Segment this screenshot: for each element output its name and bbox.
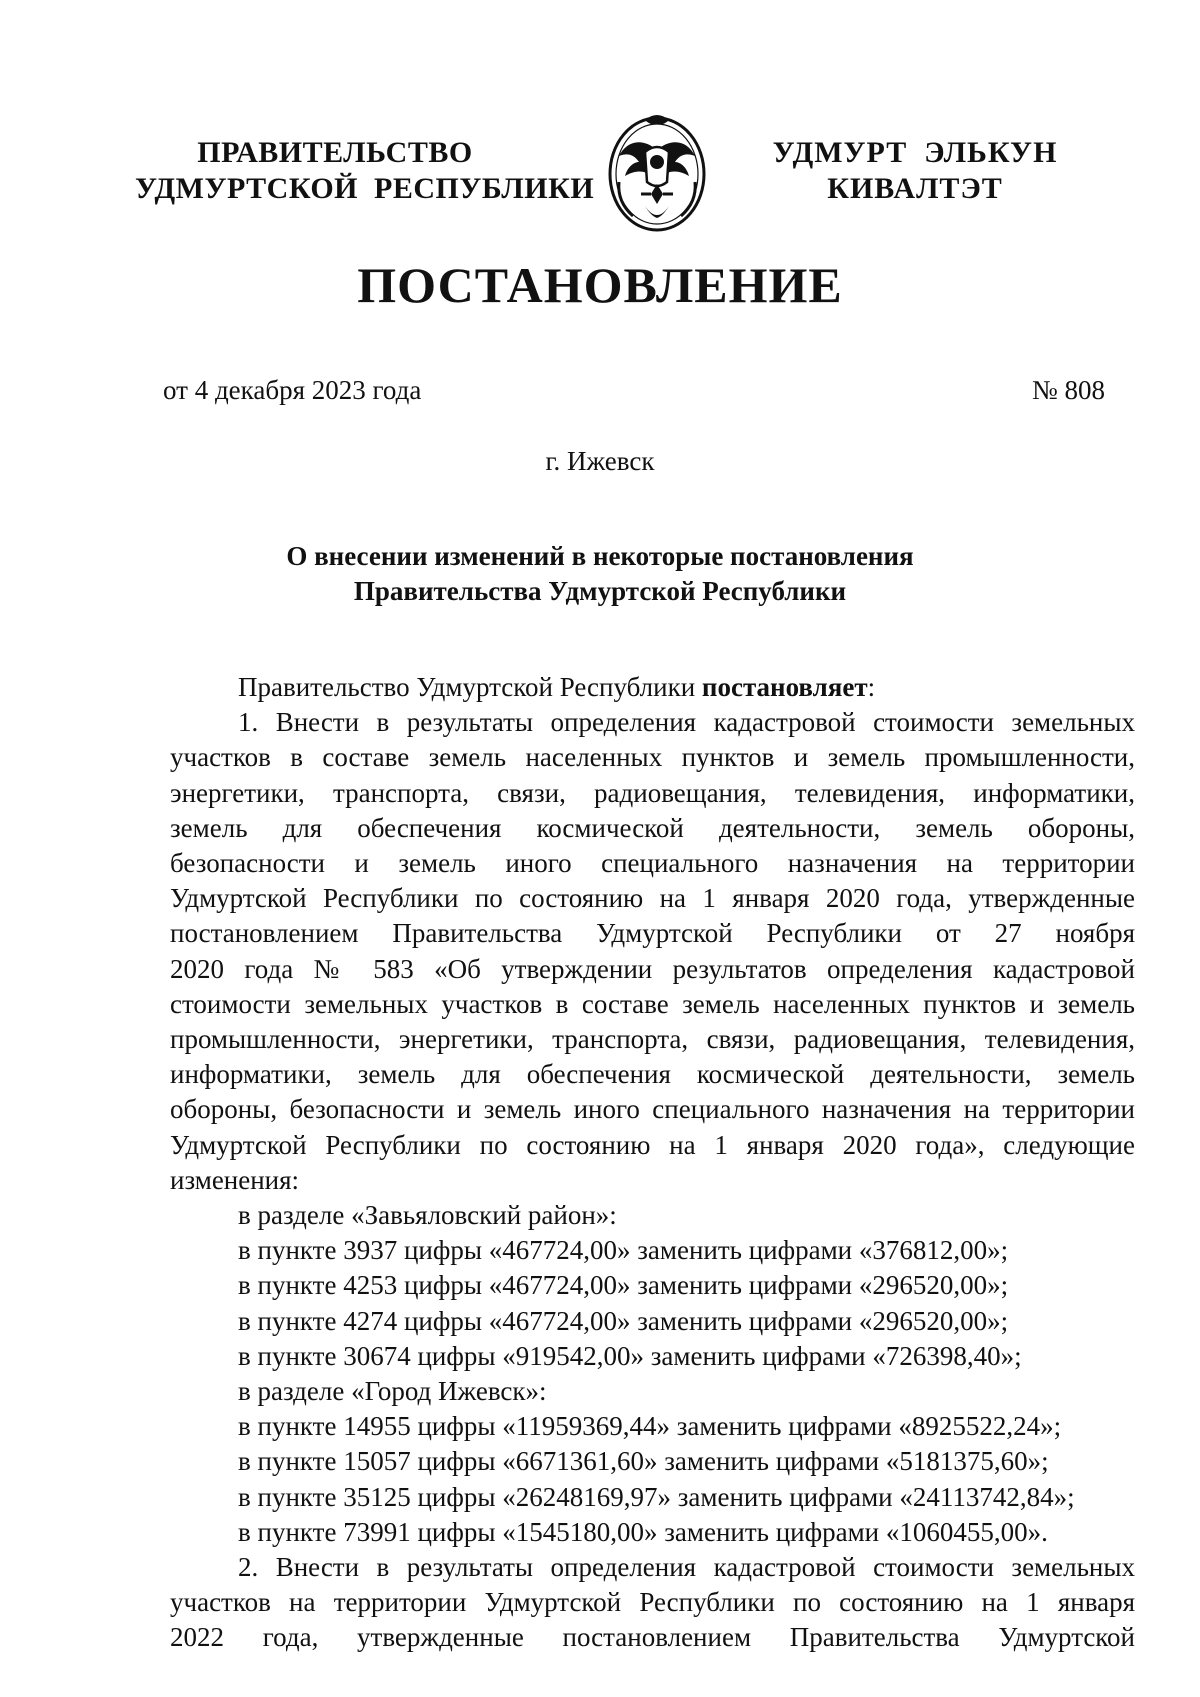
document-number: № 808: [1031, 375, 1105, 405]
item2-line: 2022 года, утвержденные постановлением Правительства Удмуртской: [170, 1622, 1135, 1653]
preamble: [170, 670, 1135, 705]
item2-line: 2. Внести в результаты определения кадастровой стоимости земельных: [238, 1552, 1135, 1583]
amendment-line: в пункте 35125 цифры «26248169,97» заменить цифрами «24113742,84»;: [238, 1481, 1075, 1512]
item1-line: Удмуртской Республики по состоянию на 1 января 2020 года, утвержденные: [170, 883, 1135, 914]
preamble-end: :: [867, 672, 876, 702]
item1-line: безопасности и земель иного специального назначения на территории: [170, 848, 1135, 879]
item1-line: участков в составе земель населенных пунктов и земель промышленности,: [170, 742, 1135, 773]
document-title-line-1: О внесении изменений в некоторые постановления: [286, 541, 914, 571]
item1-line: энергетики, транспорта, связи, радиовещания, телевидения, информатики,: [170, 777, 1135, 808]
section-heading-zavyalovsky: в разделе «Завьяловский район»:: [238, 1200, 617, 1231]
amendment-line: в пункте 3937 цифры «467724,00» заменить цифрами «376812,00»;: [238, 1235, 1009, 1266]
document-title: [250, 539, 950, 609]
item1-line: земель для обеспечения космической деятельности, земель обороны,: [170, 812, 1135, 843]
issuer-russian-line-2: УДМУРТСКОЙ РЕСПУБЛИКИ: [135, 172, 595, 205]
amendment-line: в пункте 30674 цифры «919542,00» заменить цифрами «726398,40»;: [238, 1340, 1022, 1371]
preamble-verb: постановляет: [701, 672, 868, 702]
issuer-udmurt-line-2: КИВАЛТЭТ: [827, 172, 1003, 205]
document-date: от 4 декабря 2023 года: [163, 375, 422, 405]
item1-line: промышленности, энергетики, транспорта, связи, радиовещания, телевидения,: [170, 1024, 1135, 1055]
document-body: [170, 670, 1135, 1656]
amendment-line: в пункте 73991 цифры «1545180,00» заменить цифрами «1060455,00».: [238, 1516, 1048, 1547]
amendment-line: в пункте 14955 цифры «11959369,44» заменить цифрами «8925522,24»;: [238, 1411, 1062, 1442]
item1-line: изменения:: [170, 1164, 300, 1195]
item1-line: информатики, земель для обеспечения космической деятельности, земель: [170, 1059, 1135, 1090]
section-heading-izhevsk: в разделе «Город Ижевск»:: [238, 1376, 547, 1407]
issuer-udmurt-line-1: УДМУРТ ЭЛЬКУН: [772, 136, 1058, 169]
item2-line: участков на территории Удмуртской Республики по состоянию на 1 января: [170, 1587, 1135, 1618]
preamble-start: Правительство Удмуртской Республики: [238, 672, 702, 702]
item1-line: стоимости земельных участков в составе земель населенных пунктов и земель: [170, 988, 1135, 1019]
issuer-russian-line-1: ПРАВИТЕЛЬСТВО: [197, 136, 473, 169]
item1-line: обороны, безопасности и земель иного специального назначения на территории: [170, 1094, 1135, 1125]
amendment-line: в пункте 15057 цифры «6671361,60» заменить цифрами «5181375,60»;: [238, 1446, 1049, 1477]
udmurt-coat-of-arms-icon: [605, 112, 709, 236]
item1-line: постановлением Правительства Удмуртской Республики от 27 ноября: [170, 918, 1135, 949]
item1-line: 2020 года № 583 «Об утверждении результатов определения кадастровой: [170, 953, 1135, 984]
document-city: г. Ижевск: [545, 446, 655, 476]
amendment-line: в пункте 4274 цифры «467724,00» заменить цифрами «296520,00»;: [238, 1305, 1009, 1336]
issuer-russian: [135, 135, 595, 207]
document-title-line-2: Правительства Удмуртской Республики: [353, 576, 847, 606]
issuer-udmurt: [770, 135, 1060, 207]
item1-line: Удмуртской Республики по состоянию на 1 января 2020 года», следующие: [170, 1129, 1135, 1160]
item1-line: 1. Внести в результаты определения кадастровой стоимости земельных: [238, 707, 1135, 738]
document-type-heading: ПОСТАНОВЛЕНИЕ: [357, 257, 843, 313]
amendment-line: в пункте 4253 цифры «467724,00» заменить цифрами «296520,00»;: [238, 1270, 1009, 1301]
